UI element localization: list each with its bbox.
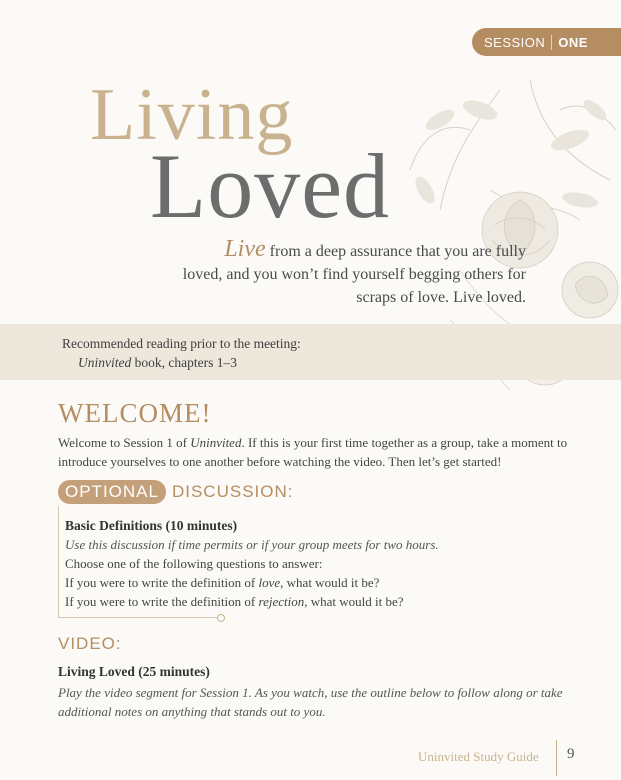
tagline-line3: scraps of love. Live loved.	[356, 289, 526, 306]
page-number: 9	[567, 746, 575, 762]
discussion-divider	[58, 617, 218, 618]
title-loved: Loved	[150, 135, 391, 237]
session-label: SESSION	[472, 35, 552, 50]
welcome-text	[58, 433, 568, 471]
q2-emphasis: rejection	[258, 594, 305, 609]
footer-divider	[556, 740, 557, 776]
q1-text-a: If you were to write the definition of	[65, 575, 259, 590]
session-number: ONE	[558, 34, 588, 50]
q1-emphasis: love	[258, 575, 281, 590]
welcome-book-title: Uninvited	[190, 435, 242, 450]
tagline	[106, 238, 526, 309]
reading-band	[0, 324, 621, 380]
discussion-question-1	[65, 573, 565, 592]
discussion-instruction: Choose one of the following questions to answer:	[65, 556, 323, 571]
reading-chapters-text: book, chapters 1–3	[131, 355, 237, 370]
welcome-text-a: Welcome to Session 1 of	[58, 435, 191, 450]
reading-chapters	[78, 355, 237, 371]
discussion-divider-dot	[217, 614, 225, 622]
session-tab	[472, 28, 621, 56]
tagline-emphasis: Live	[224, 236, 266, 262]
discussion-title: Basic Definitions (10 minutes)	[65, 518, 238, 533]
discussion-word: DISCUSSION:	[171, 482, 294, 501]
video-heading: VIDEO:	[58, 634, 122, 653]
reading-intro: Recommended reading prior to the meeting:	[62, 336, 301, 351]
optional-badge: OPTIONAL	[58, 480, 166, 504]
welcome-text-b: . If this is your first time together as a group, take a moment to introduce yourselves to one another before watching the video. Then let’s get started!	[58, 435, 568, 469]
tagline-line2: loved, and you won’t find yourself begging others for	[182, 266, 526, 283]
discussion-note: Use this discussion if time permits or if your group meets for two hours.	[65, 537, 439, 552]
welcome-heading: WELCOME!	[58, 398, 212, 428]
q2-text-a: If you were to write the definition of	[65, 594, 259, 609]
discussion-heading	[58, 480, 294, 504]
tagline-line1: from a deep assurance that you are fully	[265, 243, 526, 260]
footer-book-title: Uninvited Study Guide	[418, 749, 539, 764]
reading-book-title: Uninvited	[78, 355, 132, 370]
discussion-content	[65, 516, 565, 611]
video-title: Living Loved (25 minutes)	[58, 664, 210, 679]
video-instructions: Play the video segment for Session 1. As you watch, use the outline below to follow along or take additional notes on anything that stands out to you.	[58, 685, 563, 719]
q2-text-b: , what would it be?	[304, 594, 404, 609]
title-living: Living	[90, 74, 294, 156]
discussion-question-2	[65, 592, 565, 611]
q1-text-b: , what would it be?	[280, 575, 380, 590]
